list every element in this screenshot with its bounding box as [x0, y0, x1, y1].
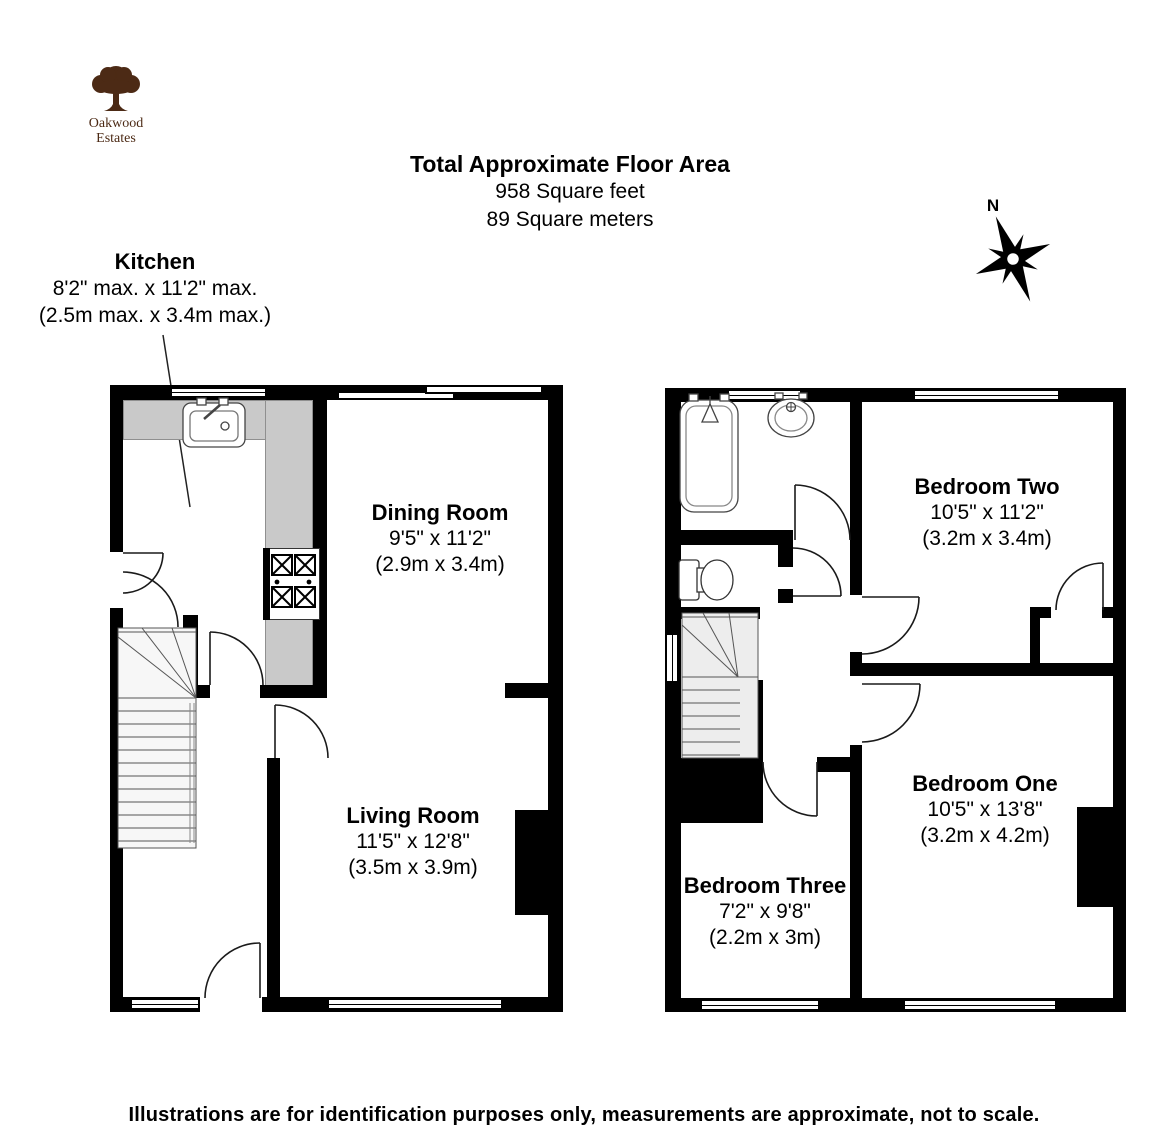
closet-door-arc	[1056, 563, 1103, 610]
room-dims-metric: (3.2m x 4.2m)	[920, 824, 1050, 847]
door-arc	[210, 632, 263, 685]
room-dims-imperial: 11'5" x 12'8"	[356, 830, 470, 853]
bathroom-door-arc	[795, 485, 850, 540]
page-title: Total Approximate Floor Area	[410, 151, 730, 177]
area-square-feet: 958 Square feet	[495, 180, 645, 203]
compass-north-label: N	[986, 196, 1000, 215]
room-name: Dining Room	[371, 500, 509, 525]
bedroom-one-door-arc	[862, 684, 920, 742]
area-square-meters: 89 Square meters	[486, 208, 654, 231]
room-name: Bedroom Two	[914, 474, 1060, 499]
staircase	[682, 613, 758, 758]
bedroom-one-label	[845, 771, 1125, 849]
ground-floor-details	[110, 385, 563, 1012]
wc-door-arc	[793, 548, 841, 596]
logo-text-line1: Oakwood	[88, 116, 144, 131]
bedroom-three-door-arc	[763, 762, 817, 816]
room-dims-imperial: 9'5" x 11'2"	[389, 527, 491, 550]
first-floor-plan	[665, 388, 1126, 1012]
kitchen-dims-metric: (2.5m max. x 3.4m max.)	[38, 304, 272, 327]
toilet	[679, 560, 733, 600]
room-name: Bedroom One	[912, 771, 1058, 796]
bedroom-two-door-arc	[862, 597, 919, 654]
staircase	[118, 628, 196, 848]
dining-room-label	[300, 500, 580, 578]
compass-hub	[1005, 251, 1021, 267]
ground-floor-plan	[110, 385, 563, 1012]
wash-basin	[768, 393, 814, 437]
room-dims-imperial: 10'5" x 11'2"	[930, 501, 1044, 524]
room-dims-metric: (2.2m x 3m)	[708, 926, 821, 949]
agency-logo	[72, 66, 160, 146]
kitchen-dims-imperial: 8'2" max. x 11'2" max.	[52, 277, 258, 300]
room-dims-imperial: 10'5" x 13'8"	[927, 798, 1043, 821]
room-name: Bedroom Three	[683, 873, 847, 898]
bedroom-three-label	[645, 873, 885, 951]
room-dims-metric: (2.9m x 3.4m)	[375, 553, 505, 576]
kitchen-name: Kitchen	[114, 249, 196, 274]
room-dims-metric: (3.5m x 3.9m)	[348, 856, 478, 879]
title-block	[250, 150, 890, 234]
living-room-label	[273, 803, 553, 881]
compass-rose	[951, 191, 1071, 311]
door-arc	[275, 705, 328, 758]
oak-tree-icon	[88, 66, 144, 116]
bathtub	[680, 394, 738, 512]
door-arc	[123, 572, 178, 627]
logo-text-line2: Estates	[96, 131, 136, 146]
kitchen-callout	[0, 248, 310, 329]
disclaimer-text: Illustrations are for identification purposes only, measurements are approximate, not to scale.	[128, 1104, 1040, 1126]
bedroom-two-label	[847, 474, 1127, 552]
room-name: Living Room	[346, 803, 480, 828]
room-dims-metric: (3.2m x 3.4m)	[922, 527, 1052, 550]
room-dims-imperial: 7'2" x 9'8"	[719, 900, 811, 923]
front-door-arc	[205, 943, 260, 998]
kitchen-sink	[183, 398, 245, 447]
